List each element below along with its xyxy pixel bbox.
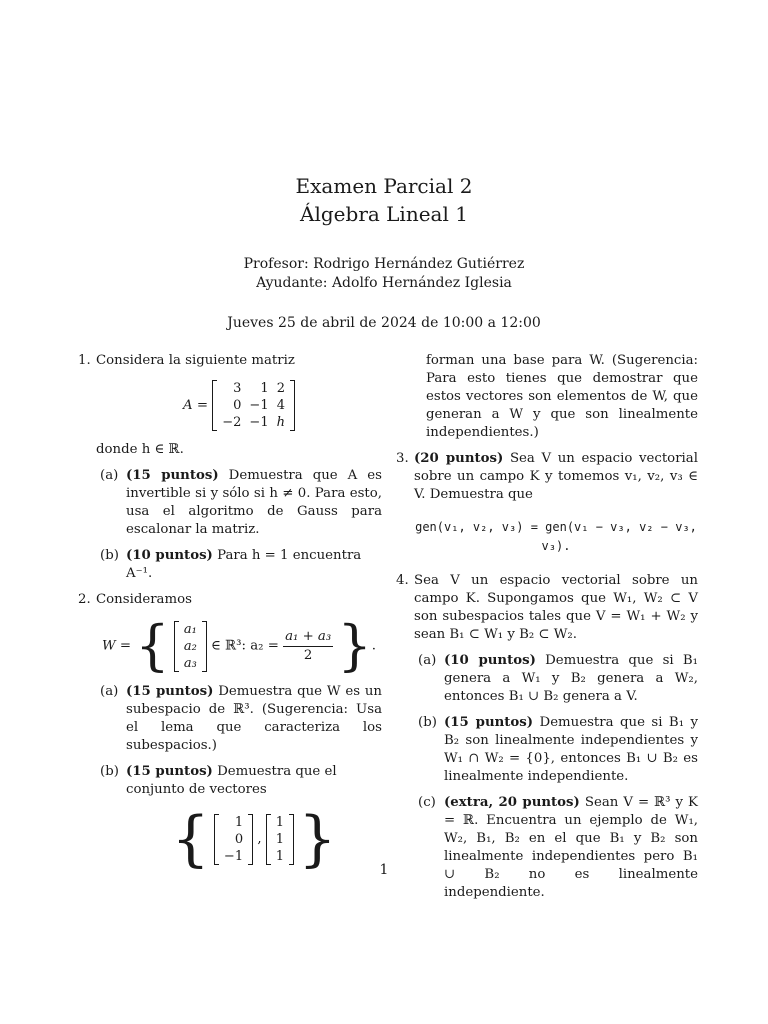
matrix-cell: −2 (222, 415, 242, 430)
subitem-text: Demuestra que si B₁ genera a W₁ y B₂ genera a W₂, entonces B₁ ∪ B₂ genera a V. (444, 653, 698, 704)
fraction-denominator: 2 (303, 647, 313, 663)
matrix-A (212, 380, 295, 431)
points-label: (15 puntos) (126, 764, 213, 779)
subitem-text: Demuestra que el conjunto de vectores (126, 764, 337, 797)
problem-2 (78, 591, 382, 874)
matrix-cell: h (276, 415, 285, 430)
subitem-text: Sean V = ℝ³ y K = ℝ. Encuentra un ejemplo de W₁, W₂, B₁, B₂ en el que B₁ y B₂ son linealmente independientes pero B₁ ∪ B₂ no es linealmente independiente. (444, 795, 698, 900)
points-label: (10 puntos) (126, 548, 213, 563)
problem-4b (414, 714, 698, 786)
vector-cell: a₁ (183, 621, 197, 637)
left-brace: { (135, 614, 170, 677)
points-label: (15 puntos) (126, 684, 214, 699)
vector-set (126, 804, 382, 874)
problem-1b (96, 547, 382, 583)
subitem-text: Demuestra que W es un subespacio de ℝ³. (Sugerencia: Usa el lema que caracteriza los subespacios.) (126, 684, 382, 753)
assistant-line: Ayudante: Adolfo Hernández Iglesia (256, 275, 512, 291)
problem-2a (96, 683, 382, 755)
set-condition: ∈ ℝ³: a₂ = (211, 638, 279, 654)
fraction-numerator: a₁ + a₃ (283, 628, 333, 647)
right-brace: } (298, 804, 337, 874)
subitem-label: (a) (100, 468, 119, 483)
fraction (283, 628, 333, 665)
problem-number: 3. (396, 451, 409, 466)
vector-1 (214, 814, 253, 865)
problem-4a (414, 652, 698, 706)
exam-title: Examen Parcial 2 (295, 174, 473, 198)
matrix-cell: 1 (260, 381, 269, 396)
matrix-cell: 0 (233, 398, 242, 413)
subitem-text: Demuestra que A es invertible si y sólo si h ≠ 0. Para esto, usa el algoritmo de Gauss para escalonar la matriz. (126, 468, 382, 537)
subitem-text: forman una base para W. (Sugerencia: Para esto tienes que demostrar que estos vectores son elementos de W, que generan a W y que son linealmente independientes.) (426, 353, 698, 440)
comma: , (257, 831, 262, 847)
problem-number: 4. (396, 573, 409, 588)
subitem-label: (b) (100, 764, 119, 779)
matrix-cell: 3 (233, 381, 242, 396)
set-label: W = (101, 638, 132, 654)
right-brace: } (337, 614, 372, 677)
problem-number: 2. (78, 592, 91, 607)
matrix-cell: 4 (276, 398, 285, 413)
vector-2 (266, 814, 294, 865)
subitem-label: (a) (100, 684, 119, 699)
vector-cell: a₃ (183, 655, 197, 671)
exam-date: Jueves 25 de abril de 2024 de 10:00 a 12:00 (227, 315, 541, 331)
problem-4 (396, 572, 698, 902)
page-number: 1 (379, 862, 389, 878)
points-label: (10 puntos) (444, 653, 536, 668)
matrix-cell: −1 (249, 415, 269, 430)
problem-2b-continuation (396, 352, 698, 442)
problem-number: 1. (78, 353, 91, 368)
problem-3-text: Sea V un espacio vectorial sobre un campo K y tomemos v₁, v₂, v₃ ∈ V. Demuestra que (414, 451, 698, 502)
points-label: (20 puntos) (414, 451, 504, 466)
vector-cell: 1 (275, 831, 285, 847)
set-definition (96, 614, 382, 677)
subitem-label: (b) (100, 548, 119, 563)
subitem-text: Para h = 1 encuentra A⁻¹. (126, 548, 362, 581)
vector-cell: 1 (234, 814, 244, 830)
matrix-label: A = (183, 398, 209, 413)
subitem-label: (a) (418, 653, 437, 668)
subitem-label: (c) (418, 795, 436, 810)
problem-2-intro: Consideramos (96, 592, 192, 607)
matrix-equation (96, 380, 382, 431)
professor-line: Profesor: Rodrigo Hernández Gutiérrez (243, 256, 525, 272)
vector-cell: 1 (275, 814, 285, 830)
vector-cell: 1 (275, 848, 285, 864)
points-label: (extra, 20 puntos) (444, 795, 580, 810)
points-label: (15 puntos) (126, 468, 219, 483)
course-title: Álgebra Lineal 1 (300, 202, 468, 226)
period: . (371, 638, 377, 654)
problem-3 (396, 450, 698, 556)
vector-a (174, 621, 207, 672)
right-column (396, 352, 698, 910)
span-equation: gen(v₁, v₂, v₃) = gen(v₁ − v₃, v₂ − v₃, v₃). (415, 520, 697, 553)
problem-1-intro: Considera la siguiente matriz (96, 353, 295, 368)
matrix-cell: −1 (249, 398, 269, 413)
points-label: (15 puntos) (444, 715, 534, 730)
vector-cell: −1 (223, 848, 244, 864)
left-brace: { (171, 804, 210, 874)
problem-1 (78, 352, 382, 583)
problem-4c (414, 794, 698, 902)
problem-2b (96, 763, 382, 874)
problem-3-equation (414, 518, 698, 556)
subitem-label: (b) (418, 715, 437, 730)
left-column (78, 352, 382, 879)
matrix-cell: 2 (276, 381, 285, 396)
vector-cell: 0 (234, 831, 244, 847)
problem-4-text: Sea V un espacio vectorial sobre un campo K. Supongamos que W₁, W₂ ⊂ V son subespacios tales que V = W₁ + W₂ y sean B₁ ⊂ W₁ y B₂ ⊂ W₂. (414, 573, 698, 642)
vector-cell: a₂ (183, 638, 197, 654)
problem-1-where: donde h ∈ ℝ. (96, 442, 184, 457)
subitem-text: Demuestra que si B₁ y B₂ son linealmente independientes y W₁ ∩ W₂ = {0}, entonces B₁ ∪ B₂ es linealmente independiente. (444, 715, 698, 784)
problem-1a (96, 467, 382, 539)
